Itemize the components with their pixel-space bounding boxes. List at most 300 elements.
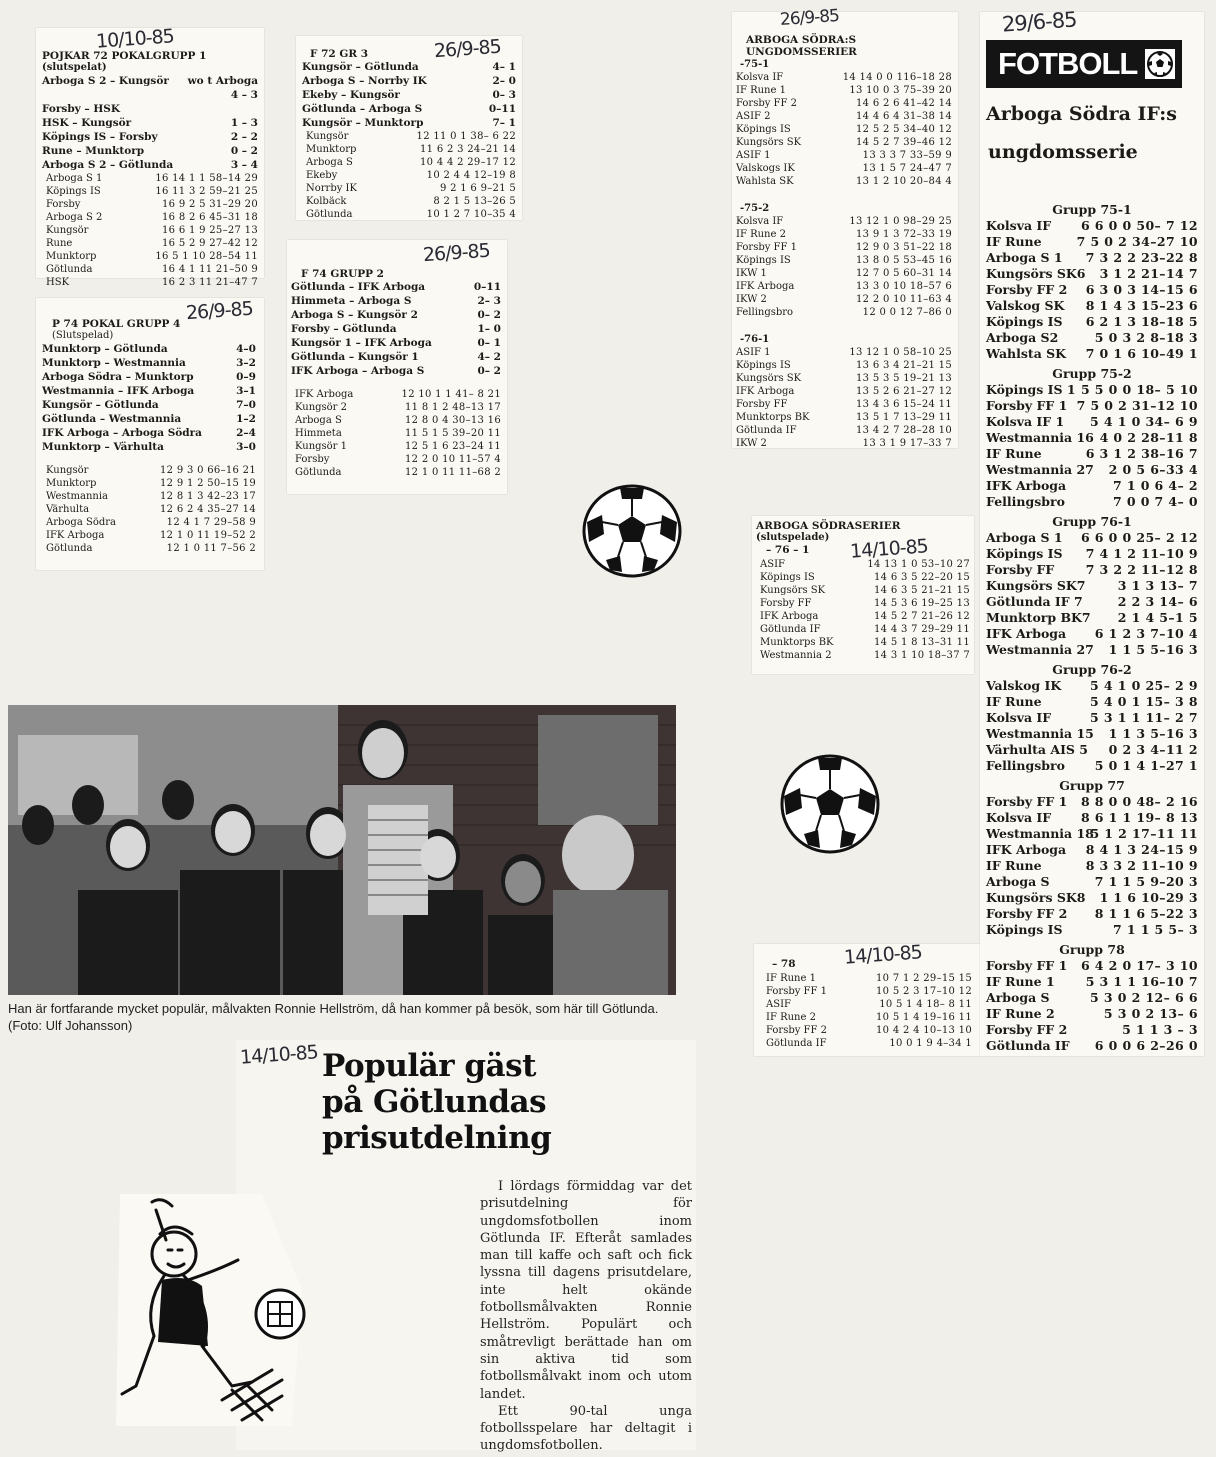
standings-row [986,1006,1198,1022]
team-stats: 12 10 1 1 41– 8 21 [401,389,501,400]
team-name: IF Rune 1 [986,974,1055,989]
standings-row [986,398,1198,414]
standings-row [986,250,1198,266]
headline-line: på Götlundas [322,1084,547,1120]
team-name: IKW 2 [736,294,767,305]
match-result: 0 – 2 [230,145,258,157]
team-name: Wahlsta SK [986,346,1067,361]
team-name: Fellingsbro [986,758,1065,773]
team-name: Munktorp BK7 [986,610,1091,625]
football-drawing [580,482,684,580]
team-stats: 13 3 3 7 33–59 9 [862,150,952,161]
team-stats: 13 12 1 0 58–10 25 [849,347,952,358]
standings-row [986,758,1198,774]
standings-row [986,742,1198,758]
standings-row [736,280,952,293]
team-name: Arboga S2 [986,330,1059,345]
standings-row [986,826,1198,842]
match-teams: Götlunda – Arboga S [302,103,423,115]
team-stats: 14 6 3 5 22–20 15 [874,572,970,583]
team-stats: 12 1 0 11 7–56 2 [166,543,256,554]
team-name: IFK Arboga [736,281,795,292]
standings-row [986,726,1198,742]
team-stats: 12 8 0 4 30–13 16 [405,415,501,426]
standings-row [736,71,952,84]
team-stats: 10 7 1 2 29–15 15 [876,973,972,984]
team-stats: 5 0 3 2 8–18 3 [1094,330,1198,345]
team-name: Westmannia [46,491,109,502]
standings-row [736,411,952,424]
standings-row [736,84,952,97]
team-stats: 13 1 2 10 20–84 4 [856,176,952,187]
team-stats: 13 10 0 3 75–39 20 [849,85,952,96]
team-name: Forsby FF [736,399,788,410]
team-name: Arboga S 1 [986,530,1063,545]
match-teams: Arboga S – Kungsör 2 [291,309,418,321]
standings-row [986,990,1198,1006]
team-name: Köpings IS [736,255,791,266]
standings-row [756,636,970,649]
standings-row [986,1022,1198,1038]
team-stats: 7 1 1 5 9–20 3 [1094,874,1198,889]
team-name: IFK Arboga [736,386,795,397]
team-name: Köpings IS [760,572,815,583]
match-result: 0–11 [473,281,501,293]
match-row [42,398,256,412]
standings-row [736,267,952,280]
standings-row [736,372,952,385]
standings-row [42,237,258,250]
standings-row [302,130,516,143]
match-result: 2–4 [236,427,256,439]
handwritten-date: 10/10-85 [95,25,175,53]
team-name: IF Rune [986,234,1042,249]
group-label: – 78 [772,958,796,970]
team-name: IF Rune 2 [736,229,786,240]
team-name: Kungsör [306,131,349,142]
match-teams: Munktorp – Värhulta [42,441,164,453]
team-stats: 7 3 2 2 23–22 8 [1085,250,1198,265]
team-stats: 16 9 2 5 31–29 20 [162,199,258,210]
team-name: Götlunda [306,209,353,220]
team-stats: 7 5 0 2 31–12 10 [1076,398,1198,413]
team-stats: 14 5 3 6 19–25 13 [874,598,970,609]
group-heading: Grupp 78 [1059,942,1125,957]
team-name: Forsby FF 1 [736,242,797,253]
team-name: Westmannia 27 [986,462,1094,477]
standings-row [736,241,952,254]
match-result: 0– 2 [477,309,501,321]
match-teams: Kungsör 1 – IFK Arboga [291,337,432,349]
match-row [42,102,258,116]
team-name: Rune [46,238,73,249]
banner-text: FOTBOLL [998,46,1138,81]
standings-row [986,562,1198,578]
standings-row [736,228,952,241]
standings-row [42,185,258,198]
standings-row [736,110,952,123]
team-stats: 2 1 4 5–1 5 [1117,610,1198,625]
standings-row [986,642,1198,658]
standings-row [986,530,1198,546]
standings-row [756,597,970,610]
standings-row [42,198,258,211]
team-name: IKW 1 [736,268,767,279]
team-stats: 12 11 0 1 38– 6 22 [416,131,516,142]
standings-row [986,794,1198,810]
team-stats: 12 6 2 4 35–27 14 [160,504,256,515]
team-stats: 7 3 2 2 11–12 8 [1085,562,1198,577]
team-stats: 12 2 0 10 11–57 4 [405,454,501,465]
team-name: Forsby FF 2 [986,1022,1068,1037]
match-teams: Munktorp – Götlunda [42,343,168,355]
team-stats: 6 4 2 0 17– 3 10 [1080,958,1198,973]
team-name: IF Rune [986,446,1042,461]
standings-row [986,546,1198,562]
team-name: Forsby FF 2 [736,98,797,109]
match-row [291,280,501,294]
match-result: 4–0 [236,343,256,355]
standings-row [291,453,501,466]
group-heading: Grupp 76-1 [1052,514,1132,529]
match-row [42,158,258,172]
match-result: 1 – 3 [230,117,258,129]
standings-row [42,516,256,529]
standings-row [291,440,501,453]
match-teams: HSK – Kungsör [42,117,132,129]
match-list [302,60,516,130]
standings-row [986,874,1198,890]
match-result: 0–9 [236,371,256,383]
match-teams: Arboga S 2 – Kungsör [42,75,169,87]
match-result: 1–2 [236,413,256,425]
team-stats: 13 12 1 0 98–29 25 [849,216,952,227]
team-name: Götlunda [46,543,93,554]
standings-groups [736,58,952,450]
match-row [291,336,501,350]
team-stats: 1 1 3 5–16 3 [1108,726,1198,741]
team-name: Köpings IS [736,124,791,135]
standings-row [291,414,501,427]
team-name: IF Rune 1 [736,85,786,96]
team-stats: 10 1 2 7 10–35 4 [426,209,516,220]
team-stats: 14 4 6 4 31–38 14 [856,111,952,122]
team-stats: 7 5 0 2 34–27 10 [1076,234,1198,249]
team-stats: 14 5 2 7 21–26 12 [874,611,970,622]
standings-row [758,1011,972,1024]
standings-row [758,1024,972,1037]
clip-sodraserier [752,516,974,674]
team-stats: 6 2 1 3 18–18 5 [1085,314,1198,329]
match-teams: Arboga S 2 – Götlunda [42,159,174,171]
team-stats: 5 4 1 0 34– 6 9 [1090,414,1198,429]
standings-row [758,998,972,1011]
team-name: HSK [46,277,70,288]
team-stats: 11 5 1 5 39–20 11 [405,428,501,439]
standings-row [736,162,952,175]
standings-groups [986,198,1198,1054]
standings-row [986,610,1198,626]
team-name: Kungsörs SK [736,137,802,148]
team-name: Köpings IS [46,186,101,197]
team-stats: 13 5 3 5 19–21 13 [856,373,952,384]
clip-arboga-sodra-ungdom [732,5,958,449]
team-stats: 10 5 1 4 18– 8 11 [879,999,972,1010]
team-name: Arboga S [986,990,1050,1005]
group-heading: Grupp 75-1 [1052,202,1132,217]
team-name: IF Rune 2 [766,1012,816,1023]
team-stats: 16 5 2 9 27–42 12 [162,238,258,249]
team-name: Wahlsta SK [736,176,794,187]
standings-row [302,143,516,156]
standings-row [986,858,1198,874]
team-name: Valskogs IK [736,163,795,174]
team-stats: 14 4 3 7 29–29 11 [874,624,970,635]
team-name: Köpings IS [986,922,1063,937]
photo-caption: Han är fortfarande mycket populär, målvakten Ronnie Hellström, då han kommer på besök, som här till Götlunda. (Foto: Ulf Johansson) [8,1001,659,1033]
team-photo [8,705,676,995]
standings-table [756,558,970,662]
standings-row [986,678,1198,694]
standings-row [302,208,516,221]
team-stats: 16 4 1 11 21–50 9 [162,264,258,275]
standings-row [736,424,952,437]
standings-row [986,478,1198,494]
standings-row [756,610,970,623]
standings-row [986,594,1198,610]
standings-row [758,1037,972,1050]
team-stats: 8 6 1 1 19– 8 13 [1080,810,1198,825]
team-stats: 5 3 0 2 13– 6 [1103,1006,1198,1021]
match-result: 2 – 2 [230,131,258,143]
match-result: 2– 0 [492,75,516,87]
match-row [42,342,256,356]
standings-row [42,464,256,477]
match-row [291,364,501,378]
clip-title: F 72 GR 3 [310,48,369,60]
clip-f74 [287,240,507,494]
handwritten-date: 26/9-85 [185,297,254,325]
team-name: Kungsörs SK6 [986,266,1086,281]
team-name: Ekeby [306,170,338,181]
team-name: Valskog IK [986,678,1062,693]
match-teams: Köpings IS – Forsby [42,131,158,143]
clip-pojkar72 [36,25,264,288]
standings-row [736,215,952,228]
team-stats: 5 1 1 3 – 3 [1122,1022,1198,1037]
team-stats: 7 1 1 5 5– 3 [1113,922,1198,937]
team-name: Kungsörs SK [760,585,826,596]
group-label: -75-2 [740,203,770,214]
standings-row [42,211,258,224]
match-result: 4– 2 [477,351,501,363]
headline-line: Populär gäst [322,1048,536,1084]
team-name: Forsby FF [760,598,812,609]
team-name: Götlunda IF [736,425,797,436]
standings-row [986,446,1198,462]
standings-table [291,388,501,479]
match-teams: IFK Arboga – Arboga Södra [42,427,202,439]
football-drawing [778,752,882,856]
team-name: Kolsva IF [736,216,784,227]
match-result: 0– 1 [477,337,501,349]
team-stats: 13 9 1 3 72–33 19 [856,229,952,240]
football-icon [1144,48,1176,80]
standings-row [42,503,256,516]
team-name: Forsby FF 2 [986,282,1068,297]
match-row [291,322,501,336]
standings-row [986,266,1198,282]
standings-row [986,842,1198,858]
team-name: Kungsör 1 [295,441,348,452]
standings-row [986,234,1198,250]
team-name: IF Rune [986,858,1042,873]
team-stats: 10 2 4 4 12–19 8 [426,170,516,181]
standings-row [736,385,952,398]
standings-row [736,175,952,188]
handwritten-date: 26/9-85 [779,5,840,31]
team-name: Kungsör [46,225,89,236]
match-row [291,350,501,364]
team-stats: 13 6 3 4 21–21 15 [856,360,952,371]
team-stats: 6 6 0 0 50– 7 12 [1080,218,1198,233]
team-stats: 10 0 1 9 4–34 1 [889,1038,972,1049]
team-name: ASIF 1 [736,347,771,358]
clip-f72 [296,36,522,220]
standings-row [736,136,952,149]
match-row [302,74,516,88]
team-stats: 6 6 0 0 25– 2 12 [1080,530,1198,545]
group-label: – 76 – 1 [766,544,810,556]
standings-table [42,464,256,555]
standings-row [986,958,1198,974]
match-row [42,130,258,144]
team-stats: 7 1 0 6 4– 2 [1113,478,1198,493]
team-stats: 6 1 2 3 7–10 4 [1094,626,1198,641]
standings-row [736,398,952,411]
standings-row [986,578,1198,594]
standings-table [42,172,258,289]
match-row [302,88,516,102]
handwritten-date: 14/10-85 [843,941,923,969]
team-stats: 12 5 2 5 34–40 12 [856,124,952,135]
team-stats: 16 11 3 2 59–21 25 [155,186,258,197]
article-paragraph: Ett 90-tal unga fotbollsspelare har deltagit i ungdomsfotbollen. [480,1403,692,1454]
team-name: Kolsva IF [986,810,1052,825]
match-row [42,88,258,102]
standings-row [986,906,1198,922]
team-stats: 14 6 3 5 21–21 15 [874,585,970,596]
handwritten-date: 26/9-85 [433,35,502,63]
standings-row [736,306,952,319]
team-name: Arboga Södra [46,517,116,528]
match-result: 3–2 [236,357,256,369]
standings-row [291,401,501,414]
match-row [42,356,256,370]
match-result: 7– 1 [492,117,516,129]
standings-row [986,890,1198,906]
match-result: 3–1 [236,385,256,397]
team-stats: 12 1 0 11 19–52 2 [160,530,256,541]
group-heading: Grupp 75-2 [1052,366,1132,381]
team-name: Köpings IS [736,360,791,371]
clip-p74-pokal [36,298,264,570]
standings-row [736,359,952,372]
team-name: Kungsörs SK7 [986,578,1086,593]
standings-row [756,558,970,571]
team-stats: 8 1 4 3 15–23 6 [1085,298,1198,313]
standings-row [42,542,256,555]
match-teams: Götlunda – Kungsör 1 [291,351,419,363]
fotboll-banner [986,40,1182,88]
team-name: Köpings IS [986,546,1063,561]
team-name: ASIF 1 [736,150,771,161]
standings-row [736,437,952,450]
team-stats: 13 3 1 9 17–33 7 [862,438,952,449]
team-stats: 7 4 1 2 11–10 9 [1085,546,1198,561]
team-stats: 8 1 1 6 5–22 3 [1094,906,1198,921]
standings-row [986,218,1198,234]
team-name: Kolbäck [306,196,347,207]
standings-row [42,224,258,237]
team-stats: 12 4 1 7 29–58 9 [166,517,256,528]
team-name: Munktorps BK [760,637,834,648]
match-teams: Westmannia – IFK Arboga [42,385,195,397]
standings-row [736,97,952,110]
clip-fotboll-column [980,7,1204,1056]
standings-row [756,649,970,662]
group-label: -76-1 [740,334,770,345]
match-result: 0–11 [488,103,516,115]
team-stats: 0 2 3 4–11 2 [1108,742,1198,757]
team-stats: 9 2 1 6 9–21 5 [440,183,516,194]
standings-row [986,626,1198,642]
standings-row [986,494,1198,510]
team-stats: 5 4 0 1 15– 3 8 [1090,694,1198,709]
team-stats: 5 0 1 4 1–27 1 [1094,758,1198,773]
team-name: Götlunda [46,264,93,275]
team-stats: 8 8 0 0 48– 2 16 [1080,794,1198,809]
match-row [42,116,258,130]
standings-row [302,182,516,195]
standings-row [756,571,970,584]
standings-row [986,346,1198,362]
standings-row [736,149,952,162]
team-name: Götlunda IF [766,1038,827,1049]
standings-row [736,293,952,306]
standings-row [42,276,258,289]
team-stats: 13 4 2 7 28–28 10 [856,425,952,436]
team-stats: 12 0 0 12 7–86 0 [862,307,952,318]
standings-table [302,130,516,221]
match-teams: Rune – Munktorp [42,145,145,157]
team-name: Forsby FF 1 [986,794,1068,809]
match-row [42,384,256,398]
match-teams: Ekeby – Kungsör [302,89,400,101]
team-stats: 10 4 4 2 29–17 12 [420,157,516,168]
match-teams: Forsby – HSK [42,103,120,115]
cartoon-goalkeeper-illustration [112,1190,312,1430]
group-heading: Grupp 76-2 [1052,662,1132,677]
team-name: Forsby FF 1 [986,958,1068,973]
team-stats: 16 6 1 9 25–27 13 [162,225,258,236]
team-name: Forsby FF 1 [986,398,1068,413]
team-name: ASIF 2 [736,111,771,122]
standings-row [42,263,258,276]
team-stats: 11 8 1 2 48–13 17 [405,402,501,413]
match-result: 4 – 3 [230,89,258,101]
standings-row [42,529,256,542]
